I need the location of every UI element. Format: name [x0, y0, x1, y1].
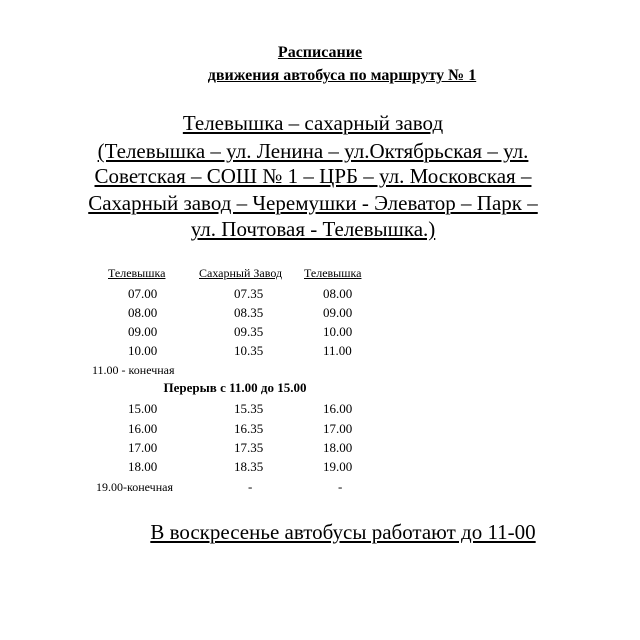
table-cell: 18.00	[128, 459, 158, 474]
table-cell: 17.00	[128, 440, 158, 455]
table-cell: 18.35	[234, 459, 264, 474]
table-cell: 09.35	[234, 324, 264, 339]
route-line-5: ул. Почтовая - Телевышка.)	[190, 217, 436, 241]
table-cell: 09.00	[128, 324, 158, 339]
table-cell: 16.00	[128, 421, 158, 436]
sunday-note: В воскресенье автобусы работают до 11-00	[150, 520, 536, 544]
table-cell: 10.00	[128, 343, 158, 358]
route-line-1: Телевышка – сахарный завод	[182, 111, 444, 135]
route-stops-line	[0, 163, 640, 190]
evening-end-note: 19.00-конечная	[96, 480, 173, 494]
column-header-televyshka-end: Телевышка	[304, 266, 362, 280]
table-cell: 15.00	[128, 401, 158, 416]
table-cell: -	[248, 479, 253, 494]
route-stops-line	[0, 216, 640, 243]
table-cell: 19.00	[323, 459, 353, 474]
table-cell: 08.00	[323, 286, 353, 301]
document-title: Расписание	[277, 44, 363, 61]
table-cell: 10.35	[234, 343, 264, 358]
table-cell: 08.00	[128, 305, 158, 320]
table-cell: 09.00	[323, 305, 353, 320]
table-cell: 17.00	[323, 421, 353, 436]
table-cell: 08.35	[234, 305, 264, 320]
morning-end-note: 11.00 - конечная	[92, 363, 175, 377]
table-cell: 16.00	[323, 401, 353, 416]
table-cell: 17.35	[234, 440, 264, 455]
document-subtitle: движения автобуса по маршруту № 1	[207, 67, 477, 84]
route-stops-line	[0, 138, 640, 165]
route-line-3: Советская – СОШ № 1 – ЦРБ – ул. Московская –	[94, 164, 532, 188]
column-header-televyshka-start: Телевышка	[108, 266, 166, 280]
route-name	[0, 110, 640, 137]
table-cell: -	[338, 479, 343, 494]
table-cell: 16.35	[234, 421, 264, 436]
table-cell: 15.35	[234, 401, 264, 416]
table-cell: 07.35	[234, 286, 264, 301]
column-header-sugar-factory: Сахарный Завод	[199, 266, 283, 280]
route-line-4: Сахарный завод – Черемушки - Элеватор – Парк –	[88, 191, 538, 215]
break-notice: Перерыв с 11.00 до 15.00	[163, 380, 307, 395]
table-cell: 10.00	[323, 324, 353, 339]
table-cell: 18.00	[323, 440, 353, 455]
table-cell: 07.00	[128, 286, 158, 301]
table-cell: 11.00	[323, 343, 352, 358]
route-stops-line	[0, 190, 640, 217]
route-line-2: (Телевышка – ул. Ленина – ул.Октябрьская – ул.	[97, 139, 529, 163]
